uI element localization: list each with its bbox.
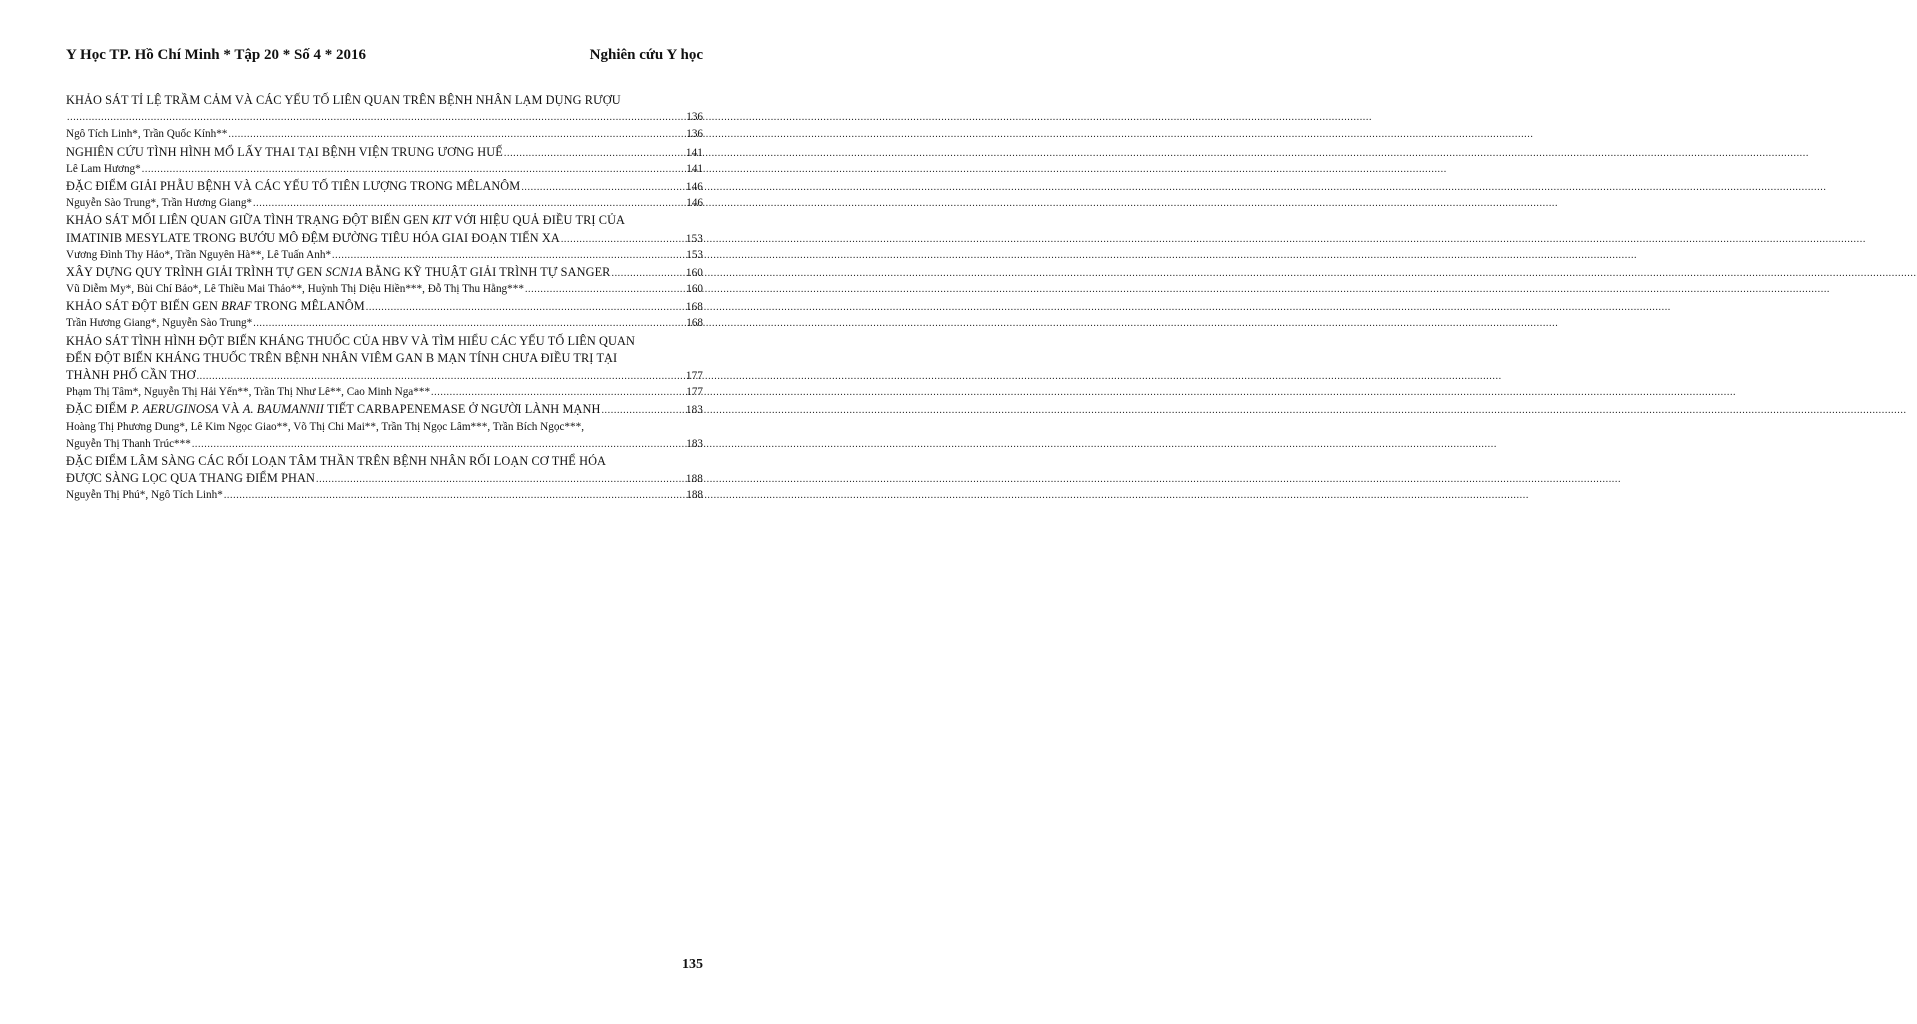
- dot-leader: [332, 247, 685, 264]
- page-ref[interactable]: 188: [686, 489, 703, 502]
- page-ref[interactable]: 183: [686, 437, 703, 450]
- dot-leader: [197, 368, 685, 385]
- dot-leader: [431, 384, 685, 401]
- page-ref[interactable]: 188: [685, 473, 703, 486]
- article-title-cont[interactable]: THÀNH PHỐ CẦN THƠ: [66, 368, 196, 382]
- toc-title-line[interactable]: [66, 264, 703, 281]
- title-text: VÀ: [218, 402, 243, 417]
- toc-author-line: [66, 126, 703, 143]
- toc-author-line: [66, 195, 703, 212]
- page-ref[interactable]: 136: [686, 111, 703, 124]
- page-ref[interactable]: 146: [685, 180, 703, 193]
- gene-name: KIT: [431, 213, 452, 228]
- article-title[interactable]: ĐẶC ĐIỂM GIẢI PHẪU BỆNH VÀ CÁC YẾU TỐ TIÊN LƯỢNG TRONG MÊLANÔM: [66, 178, 521, 193]
- article-title[interactable]: ĐẶC ĐIỂM LÂM SÀNG CÁC RỐI LOẠN TÂM THẦN TRÊN BỆNH NHÂN RỐI LOẠN CƠ THỂ HÓA: [66, 453, 607, 468]
- toc-title-line[interactable]: [66, 144, 703, 161]
- title-text: TIẾT CARBAPENEMASE Ở NGƯỜI LÀNH MẠNH: [323, 402, 601, 417]
- title-text: TRONG MÊLANÔM: [251, 299, 365, 314]
- page-ref[interactable]: 141: [686, 162, 703, 175]
- article-authors: Hoàng Thị Phương Dung*, Lê Kim Ngọc Giao**, Võ Thị Chi Mai**, Trần Thị Ngọc Lâm***, Trần Bích Ngọc***,: [66, 420, 584, 433]
- article-title[interactable]: NGHIÊN CỨU TÌNH HÌNH MỔ LẤY THAI TẠI BỆNH VIỆN TRUNG ƯƠNG HUẾ: [66, 144, 503, 159]
- title-text: KHẢO SÁT ĐỘT BIẾN GEN: [66, 299, 222, 314]
- dot-leader: [224, 487, 685, 504]
- dot-leader: [521, 179, 685, 196]
- page-ref[interactable]: 183: [685, 404, 703, 417]
- dot-leader: [525, 281, 685, 298]
- page-ref[interactable]: 141: [685, 146, 703, 159]
- toc-title-line: [66, 109, 703, 126]
- title-text: VỚI HIỆU QUẢ ĐIỀU TRỊ CỦA: [451, 213, 626, 228]
- toc-title-line[interactable]: [66, 230, 703, 247]
- article-title[interactable]: [66, 212, 625, 229]
- dot-leader: [142, 161, 685, 178]
- page-number: 135: [682, 957, 703, 972]
- toc-title-line[interactable]: [66, 212, 703, 229]
- title-text: XÂY DỰNG QUY TRÌNH GIẢI TRÌNH TỰ GEN: [66, 264, 326, 279]
- article-title-cont[interactable]: ĐẾN ĐỘT BIẾN KHÁNG THUỐC TRÊN BỆNH NHÂN VIÊM GAN B MẠN TÍNH CHƯA ĐIỀU TRỊ TẠI: [66, 350, 618, 365]
- toc-author-line: [66, 161, 703, 178]
- page-ref[interactable]: 160: [685, 266, 703, 279]
- article-authors: Phạm Thị Tâm*, Nguyễn Thị Hải Yến**, Trần Thị Như Lê**, Cao Minh Nga***: [66, 386, 431, 399]
- toc-title-line[interactable]: [66, 367, 703, 384]
- toc-title-line[interactable]: [66, 298, 703, 315]
- toc-author-line: [66, 419, 703, 436]
- article-title-cont[interactable]: ĐƯỢC SÀNG LỌC QUA THANG ĐIỂM PHAN: [66, 471, 315, 486]
- title-text: ĐẶC ĐIỂM: [66, 402, 131, 417]
- dot-leader: [228, 126, 685, 143]
- toc-author-line: [66, 384, 703, 401]
- dot-leader: [67, 109, 685, 126]
- article-authors: Lê Lam Hương*: [66, 162, 141, 175]
- species-name: P. AERUGINOSA: [130, 402, 219, 417]
- article-title[interactable]: KHẢO SÁT TÌNH HÌNH ĐỘT BIẾN KHÁNG THUỐC CỦA HBV VÀ TÌM HIỂU CÁC YẾU TỐ LIÊN QUAN: [66, 333, 635, 348]
- article-title-cont[interactable]: IMATINIB MESYLATE TRONG BƯỚU MÔ ĐỆM ĐƯỜNG TIÊU HÓA GIAI ĐOẠN TIẾN XA: [66, 230, 560, 245]
- toc-title-line[interactable]: [66, 92, 703, 109]
- journal-title: Y Học TP. Hồ Chí Minh * Tập 20 * Số 4 * 2016: [66, 47, 367, 63]
- page-ref[interactable]: 146: [686, 197, 703, 210]
- toc-title-line[interactable]: [66, 178, 703, 195]
- toc-author-line: [66, 315, 703, 332]
- article-title[interactable]: KHẢO SÁT TỈ LỆ TRẦM CẢM VÀ CÁC YẾU TỐ LIÊN QUAN TRÊN BỆNH NHÂN LẠM DỤNG RƯỢU: [66, 93, 621, 107]
- article-authors: Vương Đình Thy Hảo*, Trần Nguyên Hà**, Lê Tuấn Anh*: [66, 248, 332, 261]
- toc-title-line[interactable]: [66, 350, 703, 367]
- article-title[interactable]: [66, 264, 610, 281]
- dot-leader: [316, 471, 685, 488]
- article-authors: Ngô Tích Linh*, Trần Quốc Kính**: [66, 128, 228, 141]
- running-header: [66, 47, 703, 64]
- page-ref[interactable]: 160: [686, 283, 703, 296]
- page-ref[interactable]: 177: [685, 370, 703, 382]
- title-text: KHẢO SÁT MỐI LIÊN QUAN GIỮA TÌNH TRẠNG ĐỘT BIẾN GEN: [66, 213, 432, 228]
- toc-title-line[interactable]: [66, 470, 703, 487]
- species-name: A. BAUMANNII: [242, 402, 324, 417]
- title-text: BẰNG KỸ THUẬT GIẢI TRÌNH TỰ SANGER: [362, 264, 611, 279]
- gene-name: BRAF: [221, 299, 252, 314]
- dot-leader: [601, 402, 684, 419]
- article-authors: Nguyễn Thị Phú*, Ngô Tích Linh*: [66, 489, 223, 502]
- dot-leader: [192, 436, 685, 453]
- dot-leader: [253, 195, 685, 212]
- article-authors: Nguyễn Sào Trung*, Trần Hương Giang*: [66, 197, 253, 210]
- page-ref[interactable]: 153: [686, 248, 703, 261]
- dot-leader: [253, 315, 685, 332]
- dot-leader: [561, 231, 685, 248]
- article-title[interactable]: [66, 401, 600, 418]
- toc-author-line: [66, 436, 703, 453]
- toc-author-line: [66, 281, 703, 298]
- gene-name: SCN1A: [325, 264, 363, 279]
- table-of-contents: [66, 92, 703, 505]
- dot-leader: [504, 145, 685, 162]
- page-ref[interactable]: 136: [686, 128, 703, 141]
- section-title: Nghiên cứu Y học: [589, 47, 703, 63]
- article-authors-cont: Nguyễn Thị Thanh Trúc***: [66, 437, 191, 450]
- toc-title-line[interactable]: [66, 401, 703, 418]
- article-authors: Vũ Diễm My*, Bùi Chí Bảo*, Lê Thiều Mai Thảo**, Huỳnh Thị Diệu Hiền***, Đỗ Thị Thu Hằng***: [66, 283, 524, 296]
- page-ref[interactable]: 153: [685, 232, 703, 245]
- page-ref[interactable]: 168: [685, 301, 703, 314]
- page-ref[interactable]: 177: [686, 386, 703, 399]
- page-ref[interactable]: 168: [686, 317, 703, 330]
- toc-title-line[interactable]: [66, 453, 703, 470]
- toc-author-line: [66, 247, 703, 264]
- dot-leader: [366, 299, 685, 316]
- toc-author-line: [66, 487, 703, 504]
- article-title[interactable]: [66, 298, 365, 315]
- toc-title-line[interactable]: [66, 333, 703, 350]
- article-authors: Trần Hương Giang*, Nguyễn Sào Trung*: [66, 317, 253, 330]
- dot-leader: [611, 265, 684, 282]
